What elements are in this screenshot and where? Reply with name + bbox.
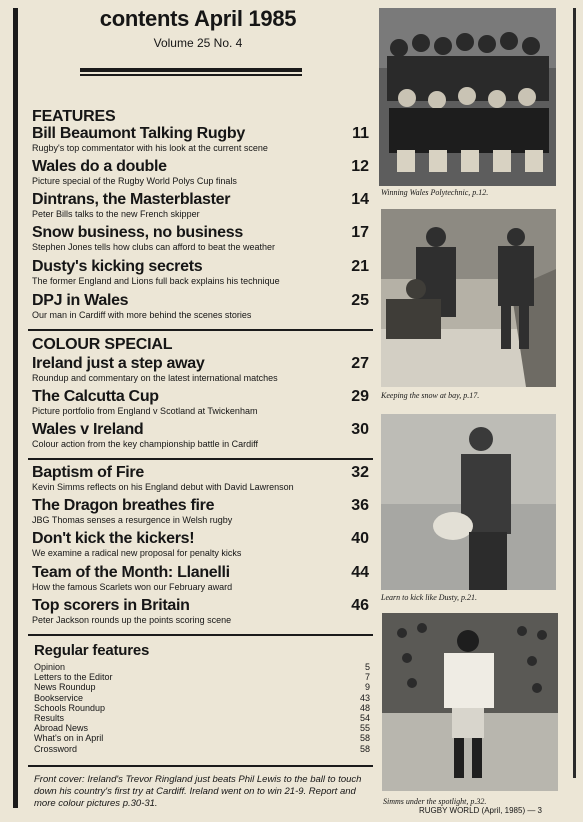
item-page: 54 xyxy=(359,713,370,724)
entry-page: 12 xyxy=(351,158,369,175)
entry-description: Peter Jackson rounds up the points scoring scene xyxy=(32,615,232,625)
entry-title: The Calcutta Cup xyxy=(32,388,159,405)
entry-page: 17 xyxy=(351,224,369,241)
entry-description: Colour action from the key championship battle in Cardiff xyxy=(32,439,258,449)
toc-entry[interactable] xyxy=(32,355,369,383)
toc-entry[interactable] xyxy=(32,421,369,449)
toc-entry[interactable] xyxy=(32,158,369,186)
entry-page: 44 xyxy=(351,564,369,581)
entry-title: Ireland just a step away xyxy=(32,355,205,372)
section-divider xyxy=(28,765,373,767)
toc-entry[interactable] xyxy=(32,258,369,286)
entry-page: 29 xyxy=(351,388,369,405)
front-cover-note: Front cover: Ireland's Trevor Ringland just beats Phil Lewis to the ball to touch down his country's first try at Cardiff. Ireland went on to win 21-9. Report and more colour pictures p.30-31. xyxy=(34,774,362,809)
item-page: 48 xyxy=(359,702,370,713)
entry-description: How the famous Scarlets won our February award xyxy=(32,582,233,592)
photo-caption: Learn to kick like Dusty, p.21. xyxy=(381,593,477,602)
list-item[interactable] xyxy=(34,703,370,713)
toc-entry[interactable] xyxy=(32,191,369,219)
item-page: 58 xyxy=(359,743,370,754)
item-label: Opinion xyxy=(34,662,66,672)
photo-caption: Simms under the spotlight, p.32. xyxy=(383,797,487,806)
kicking-photo xyxy=(381,414,556,590)
entry-description: JBG Thomas senses a resurgence in Welsh rugby xyxy=(32,515,233,525)
team-photo xyxy=(379,8,556,186)
item-label: Schools Roundup xyxy=(34,702,106,713)
entry-description: Our man in Cardiff with more behind the scenes stories xyxy=(32,310,252,320)
item-label: Results xyxy=(34,713,65,724)
photo-caption: Winning Wales Polytechnic, p.12. xyxy=(381,188,489,197)
entry-title: Top scorers in Britain xyxy=(32,597,190,614)
entry-page: 21 xyxy=(351,258,369,275)
item-page: 9 xyxy=(364,682,370,693)
entry-title: Wales v Ireland xyxy=(32,421,144,438)
item-label: Bookservice xyxy=(34,692,84,703)
toc-entry[interactable] xyxy=(32,564,369,592)
toc-entry[interactable] xyxy=(32,292,369,320)
entry-description: Rugby's top commentator with his look at the current scene xyxy=(32,143,268,153)
entry-description: The former England and Lions full back explains his technique xyxy=(32,276,280,286)
item-label: Crossword xyxy=(34,743,78,754)
list-item[interactable] xyxy=(34,733,370,743)
entry-title: Baptism of Fire xyxy=(32,464,144,481)
item-page: 43 xyxy=(359,692,370,703)
entry-description: Stephen Jones tells how clubs can afford to beat the weather xyxy=(32,242,275,252)
colour-special-heading: COLOUR SPECIAL xyxy=(32,336,173,353)
entry-page: 30 xyxy=(351,421,369,438)
page-footer: RUGBY WORLD (April, 1985) — 3 xyxy=(419,806,542,815)
section-divider xyxy=(28,458,373,460)
list-item[interactable] xyxy=(34,744,370,754)
entry-title: Team of the Month: Llanelli xyxy=(32,564,230,581)
entry-page: 25 xyxy=(351,292,369,309)
entry-title: DPJ in Wales xyxy=(32,292,129,309)
entry-description: We examine a radical new proposal for penalty kicks xyxy=(32,548,242,558)
entry-description: Picture portfolio from England v Scotland at Twickenham xyxy=(32,406,258,416)
item-label: News Roundup xyxy=(34,682,96,693)
photo-caption: Keeping the snow at bay, p.17. xyxy=(381,391,480,400)
entry-page: 27 xyxy=(351,355,369,372)
toc-entry[interactable] xyxy=(32,125,369,153)
volume-number: Volume 25 No. 4 xyxy=(153,36,243,50)
entry-title: Wales do a double xyxy=(32,158,167,175)
toc-entry[interactable] xyxy=(32,497,369,525)
item-page: 5 xyxy=(364,662,370,672)
list-item[interactable] xyxy=(34,693,370,703)
right-border-rule xyxy=(573,8,576,778)
header-rule-thin xyxy=(80,74,302,76)
list-item[interactable] xyxy=(34,723,370,733)
entry-page: 32 xyxy=(351,464,369,481)
header-rule-thick xyxy=(80,68,302,72)
section-divider xyxy=(28,329,373,331)
entry-page: 36 xyxy=(351,497,369,514)
item-label: Abroad News xyxy=(34,723,89,734)
contents-header xyxy=(28,4,368,50)
toc-entry[interactable] xyxy=(32,464,369,492)
regular-features-list xyxy=(34,662,370,754)
item-page: 55 xyxy=(359,723,370,734)
page-title: contents April 1985 xyxy=(99,6,297,31)
entry-title: Dusty's kicking secrets xyxy=(32,258,203,275)
toc-entry[interactable] xyxy=(32,224,369,252)
spotlight-photo xyxy=(382,613,558,791)
list-item[interactable] xyxy=(34,682,370,692)
snow-photo xyxy=(381,209,556,387)
toc-entry[interactable] xyxy=(32,388,369,416)
left-border-rule xyxy=(13,8,18,808)
entry-description: Picture special of the Rugby World Polys Cup finals xyxy=(32,176,237,186)
item-label: What's on in April xyxy=(34,733,104,744)
toc-entry[interactable] xyxy=(32,530,369,558)
entry-title: The Dragon breathes fire xyxy=(32,497,215,514)
item-label: Letters to the Editor xyxy=(34,672,113,683)
entry-page: 40 xyxy=(351,530,369,547)
list-item[interactable] xyxy=(34,672,370,682)
entry-page: 46 xyxy=(351,597,369,614)
entry-title: Dintrans, the Masterblaster xyxy=(32,191,231,208)
entry-description: Peter Bills talks to the new French skipper xyxy=(32,209,200,219)
entry-title: Snow business, no business xyxy=(32,224,243,241)
features-heading: FEATURES xyxy=(32,108,116,125)
entry-page: 11 xyxy=(352,125,369,142)
section-divider xyxy=(28,634,373,636)
entry-title: Bill Beaumont Talking Rugby xyxy=(32,125,245,142)
list-item[interactable] xyxy=(34,662,370,672)
regular-features-heading: Regular features xyxy=(34,642,150,659)
toc-entry[interactable] xyxy=(32,597,369,625)
entry-description: Kevin Simms reflects on his England debut with David Lawrenson xyxy=(32,482,294,492)
list-item[interactable] xyxy=(34,713,370,723)
entry-page: 14 xyxy=(351,191,369,208)
entry-description: Roundup and commentary on the latest international matches xyxy=(32,373,278,383)
entry-title: Don't kick the kickers! xyxy=(32,530,195,547)
item-page: 58 xyxy=(359,733,370,744)
item-page: 7 xyxy=(364,672,370,683)
